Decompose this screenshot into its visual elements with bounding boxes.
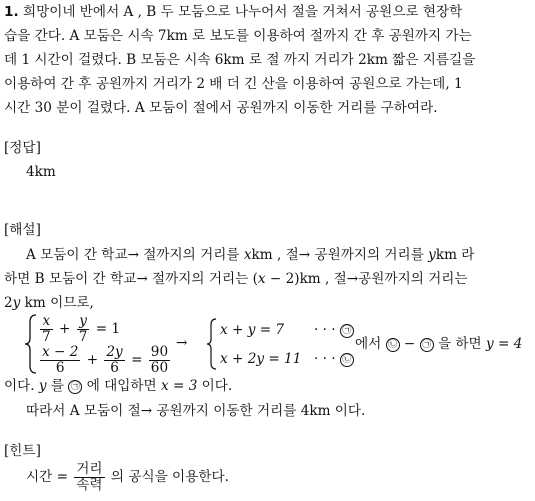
plus-sign: + — [86, 352, 99, 368]
solution-text: 하면 B 모둠이 간 학교→ 절까지의 거리는 ( — [4, 271, 258, 287]
var-x: x — [257, 271, 266, 287]
solution-line-3 — [4, 297, 94, 311]
problem-number: 1. — [4, 4, 19, 20]
problem-line-3: 데 1 시간이 걸렸다. B 모둠은 시속 6km 로 절 까지 거리가 2km 짧은 지름길을 — [4, 52, 476, 68]
fraction: $\frac{x}{7}$ — [42, 313, 51, 345]
problem-line-1 — [4, 6, 462, 20]
solution-heading: [해설] — [4, 222, 41, 238]
fraction: $\frac{y}{7}$ — [78, 313, 88, 345]
elimination-text: 에서 ㉡ − ㉠ 을 하면 y = 4 — [355, 336, 523, 352]
solution-text: − 2)km , 절→공원까지의 거리는 — [265, 271, 468, 287]
hint-heading: [힌트] — [4, 443, 41, 459]
solution-line-2 — [4, 273, 468, 287]
equation-1: x + y = 7 — [220, 322, 285, 338]
problem-text: 희망이네 반에서 A , B 두 모둠으로 나누어서 절을 거쳐서 공원으로 현장학 — [22, 4, 463, 20]
problem-line-4: 이용하여 간 후 공원까지 거리가 2 배 더 긴 산을 이용하여 공원으로 가는데, 1 — [4, 76, 463, 92]
hint-text: 시간 = — [26, 469, 73, 485]
problem-line-5: 시간 30 분이 걸렸다. A 모둠이 절에서 공원까지 이동한 거리를 구하여라. — [4, 100, 438, 116]
fraction: $\frac{x - 2}{6}$ — [42, 344, 79, 376]
fraction: $\frac{90}{60}$ — [150, 344, 169, 376]
solution-conclusion: 따라서 A 모둠이 절→ 공원까지 이동한 거리를 4km 이다. — [26, 403, 366, 419]
var-y: y — [12, 295, 21, 311]
solution-text: km 라 — [435, 247, 475, 263]
fraction: $\frac{\text{거리}}{\text{속력}}$ — [76, 461, 103, 493]
equation-1-fraction-form — [38, 314, 120, 345]
left-brace — [24, 314, 38, 374]
solution-text: 2 — [4, 295, 13, 311]
equation-2-label: · · · ㉡ — [314, 353, 354, 367]
solution-text: A 모둠이 간 학교→ 절까지의 거리를 — [26, 247, 244, 263]
fraction: $\frac{2y}{6}$ — [106, 344, 123, 376]
equation-2-fraction-form — [38, 345, 172, 376]
problem-line-2: 습을 간다. A 모둠은 시속 7km 로 보도를 이용하여 절까지 간 후 공원까지 가는 — [4, 28, 472, 44]
equation-2: x + 2y = 11 — [220, 351, 302, 367]
answer-value: 4km — [26, 164, 56, 180]
hint-formula — [26, 462, 229, 493]
solution-text: km , 절→ 공원까지의 거리를 — [251, 247, 429, 263]
solution-line-1 — [26, 249, 474, 263]
equals-sign: = — [131, 352, 143, 368]
right-brace — [206, 318, 218, 370]
var-y: y — [428, 247, 436, 263]
solution-line-5: 이다. y 를 ㉠ 에 대입하면 x = 3 이다. — [4, 378, 233, 394]
var-x: x — [243, 247, 252, 263]
transform-arrow: → — [176, 335, 188, 351]
answer-heading: [정답] — [4, 140, 41, 156]
equation-rhs: = 1 — [95, 321, 121, 337]
solution-text: km 이므로, — [20, 295, 94, 311]
equation-1-label: · · · ㉠ — [314, 324, 354, 338]
hint-text: 의 공식을 이용한다. — [106, 469, 229, 485]
plus-sign: + — [58, 321, 71, 337]
